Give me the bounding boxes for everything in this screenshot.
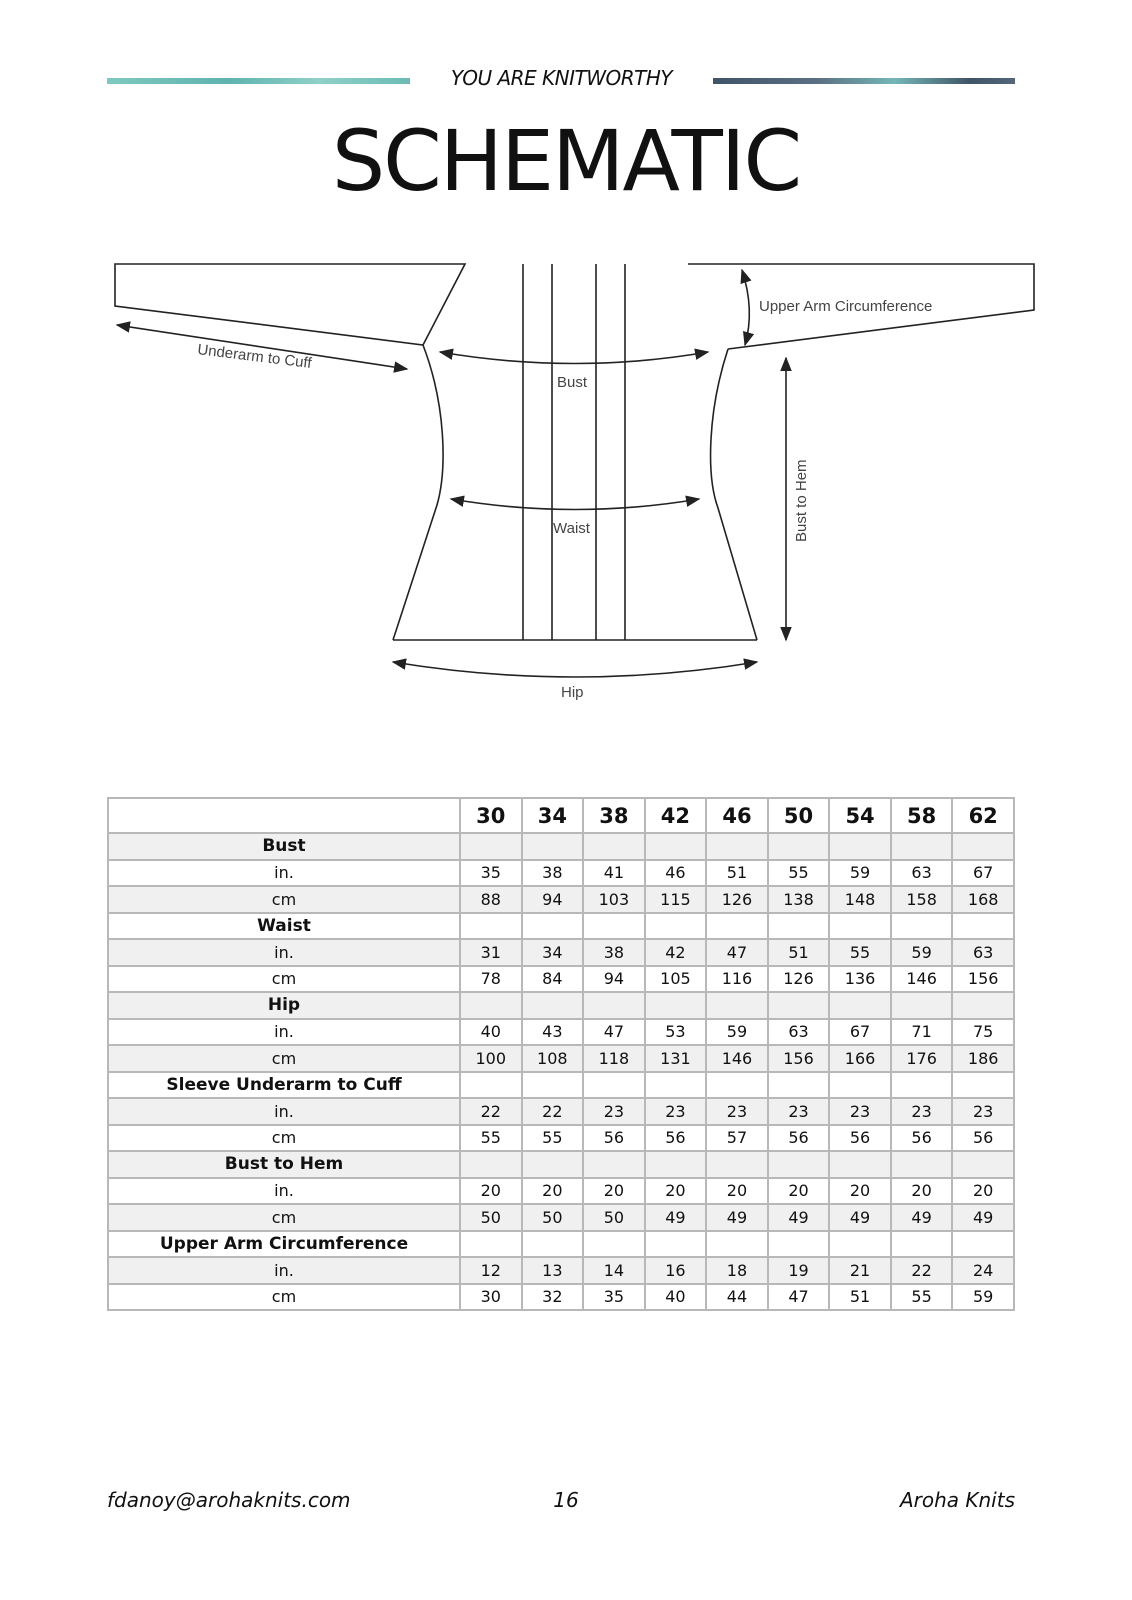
value-cell: 56 [645, 1125, 707, 1152]
value-cell: 59 [829, 860, 891, 887]
empty-cell [706, 1072, 768, 1099]
value-cell: 103 [583, 886, 645, 913]
value-cell: 19 [768, 1257, 830, 1284]
value-cell: 21 [829, 1257, 891, 1284]
page-title: SCHEMATIC [331, 112, 801, 210]
value-cell: 46 [645, 860, 707, 887]
value-cell: 18 [706, 1257, 768, 1284]
size-table [107, 797, 1015, 1311]
value-cell: 20 [768, 1178, 830, 1205]
empty-cell [891, 833, 953, 860]
empty-cell [768, 1072, 830, 1099]
value-cell: 20 [952, 1178, 1014, 1205]
empty-cell [522, 1231, 584, 1258]
value-cell: 146 [706, 1045, 768, 1072]
value-cell: 53 [645, 1019, 707, 1046]
value-cell: 42 [645, 939, 707, 966]
header-title: YOU ARE KNITWORTHY [450, 66, 673, 90]
value-cell: 22 [460, 1098, 522, 1125]
body-right-edge [711, 349, 757, 640]
section-label: Bust [108, 833, 460, 860]
value-cell: 23 [768, 1098, 830, 1125]
value-cell: 59 [706, 1019, 768, 1046]
empty-cell [583, 913, 645, 940]
size-header-cell: 62 [952, 798, 1014, 833]
section-row [108, 1072, 1014, 1099]
empty-cell [706, 1231, 768, 1258]
value-cell: 30 [460, 1284, 522, 1311]
empty-cell [829, 1072, 891, 1099]
unit-label: in. [108, 860, 460, 887]
value-cell: 38 [583, 939, 645, 966]
value-cell: 67 [952, 860, 1014, 887]
value-cell: 20 [645, 1178, 707, 1205]
size-header-cell: 46 [706, 798, 768, 833]
value-cell: 148 [829, 886, 891, 913]
value-cell: 56 [583, 1125, 645, 1152]
value-cell: 126 [706, 886, 768, 913]
empty-cell [522, 1072, 584, 1099]
value-cell: 20 [583, 1178, 645, 1205]
value-cell: 49 [706, 1204, 768, 1231]
measurement-row [108, 1284, 1014, 1311]
empty-cell [522, 992, 584, 1019]
value-cell: 50 [583, 1204, 645, 1231]
measurement-row [108, 1257, 1014, 1284]
unit-label: cm [108, 886, 460, 913]
value-cell: 49 [768, 1204, 830, 1231]
measurement-row [108, 966, 1014, 993]
value-cell: 44 [706, 1284, 768, 1311]
value-cell: 43 [522, 1019, 584, 1046]
value-cell: 56 [768, 1125, 830, 1152]
value-cell: 59 [891, 939, 953, 966]
value-cell: 55 [829, 939, 891, 966]
empty-cell [768, 913, 830, 940]
unit-label: in. [108, 939, 460, 966]
value-cell: 13 [522, 1257, 584, 1284]
unit-label: in. [108, 1257, 460, 1284]
section-label: Sleeve Underarm to Cuff [108, 1072, 460, 1099]
unit-label: in. [108, 1019, 460, 1046]
empty-cell [829, 992, 891, 1019]
measurement-row [108, 886, 1014, 913]
empty-cell [891, 1231, 953, 1258]
value-cell: 63 [891, 860, 953, 887]
measurement-row [108, 1204, 1014, 1231]
value-cell: 55 [891, 1284, 953, 1311]
value-cell: 118 [583, 1045, 645, 1072]
value-cell: 47 [768, 1284, 830, 1311]
empty-cell [645, 913, 707, 940]
empty-cell [829, 1231, 891, 1258]
value-cell: 105 [645, 966, 707, 993]
section-row [108, 992, 1014, 1019]
value-cell: 63 [952, 939, 1014, 966]
empty-cell [645, 992, 707, 1019]
empty-cell [645, 833, 707, 860]
empty-cell [460, 913, 522, 940]
empty-cell [583, 1151, 645, 1178]
value-cell: 94 [522, 886, 584, 913]
empty-cell [768, 992, 830, 1019]
value-cell: 20 [522, 1178, 584, 1205]
value-cell: 55 [768, 860, 830, 887]
size-header-cell: 58 [891, 798, 953, 833]
empty-cell [829, 1151, 891, 1178]
empty-cell [768, 833, 830, 860]
value-cell: 12 [460, 1257, 522, 1284]
value-cell: 67 [829, 1019, 891, 1046]
empty-cell [952, 1151, 1014, 1178]
measurement-row [108, 1019, 1014, 1046]
value-cell: 63 [768, 1019, 830, 1046]
value-cell: 186 [952, 1045, 1014, 1072]
empty-cell [460, 992, 522, 1019]
value-cell: 55 [460, 1125, 522, 1152]
bust-measure [440, 352, 708, 364]
value-cell: 78 [460, 966, 522, 993]
empty-cell [522, 833, 584, 860]
value-cell: 108 [522, 1045, 584, 1072]
value-cell: 23 [706, 1098, 768, 1125]
empty-cell [460, 1151, 522, 1178]
value-cell: 20 [891, 1178, 953, 1205]
measurement-row [108, 1098, 1014, 1125]
value-cell: 23 [952, 1098, 1014, 1125]
empty-cell [583, 1072, 645, 1099]
value-cell: 146 [891, 966, 953, 993]
value-cell: 55 [522, 1125, 584, 1152]
value-cell: 23 [891, 1098, 953, 1125]
value-cell: 34 [522, 939, 584, 966]
value-cell: 32 [522, 1284, 584, 1311]
value-cell: 49 [952, 1204, 1014, 1231]
value-cell: 168 [952, 886, 1014, 913]
underarm-label: Underarm to Cuff [196, 341, 313, 372]
empty-cell [460, 1231, 522, 1258]
value-cell: 51 [768, 939, 830, 966]
page-number: 16 [553, 1488, 579, 1512]
value-cell: 47 [583, 1019, 645, 1046]
value-cell: 94 [583, 966, 645, 993]
bust-label: Bust [557, 374, 588, 391]
value-cell: 35 [460, 860, 522, 887]
value-cell: 23 [583, 1098, 645, 1125]
value-cell: 51 [829, 1284, 891, 1311]
empty-cell [706, 992, 768, 1019]
size-table-body [108, 833, 1014, 1310]
empty-cell [768, 1151, 830, 1178]
value-cell: 22 [522, 1098, 584, 1125]
corner-cell [108, 798, 460, 833]
hip-label: Hip [561, 684, 584, 701]
empty-cell [583, 992, 645, 1019]
value-cell: 20 [829, 1178, 891, 1205]
empty-cell [583, 833, 645, 860]
bust-to-hem-label: Bust to Hem [793, 459, 810, 542]
value-cell: 126 [768, 966, 830, 993]
size-header-cell: 34 [522, 798, 584, 833]
measurement-row [108, 860, 1014, 887]
value-cell: 158 [891, 886, 953, 913]
value-cell: 56 [952, 1125, 1014, 1152]
section-row [108, 1231, 1014, 1258]
value-cell: 23 [645, 1098, 707, 1125]
value-cell: 40 [645, 1284, 707, 1311]
empty-cell [522, 913, 584, 940]
value-cell: 23 [829, 1098, 891, 1125]
value-cell: 115 [645, 886, 707, 913]
measurement-row [108, 1045, 1014, 1072]
empty-cell [891, 992, 953, 1019]
value-cell: 136 [829, 966, 891, 993]
section-row [108, 833, 1014, 860]
empty-cell [768, 1231, 830, 1258]
empty-cell [952, 992, 1014, 1019]
empty-cell [645, 1151, 707, 1178]
empty-cell [460, 833, 522, 860]
empty-cell [522, 1151, 584, 1178]
unit-label: cm [108, 1204, 460, 1231]
value-cell: 166 [829, 1045, 891, 1072]
value-cell: 50 [460, 1204, 522, 1231]
empty-cell [645, 1231, 707, 1258]
value-cell: 56 [829, 1125, 891, 1152]
unit-label: cm [108, 966, 460, 993]
footer-email: fdanoy@arohaknits.com [107, 1488, 351, 1512]
value-cell: 131 [645, 1045, 707, 1072]
value-cell: 14 [583, 1257, 645, 1284]
value-cell: 50 [522, 1204, 584, 1231]
waist-label: Waist [553, 520, 590, 537]
unit-label: in. [108, 1178, 460, 1205]
hip-measure [393, 662, 757, 677]
value-cell: 22 [891, 1257, 953, 1284]
empty-cell [645, 1072, 707, 1099]
value-cell: 176 [891, 1045, 953, 1072]
empty-cell [706, 833, 768, 860]
measurement-row [108, 1125, 1014, 1152]
footer-brand: Aroha Knits [899, 1488, 1015, 1512]
garment-schematic [0, 0, 1132, 740]
empty-cell [460, 1072, 522, 1099]
section-row [108, 1151, 1014, 1178]
measurement-row [108, 939, 1014, 966]
section-label: Upper Arm Circumference [108, 1231, 460, 1258]
value-cell: 47 [706, 939, 768, 966]
size-header-cell: 54 [829, 798, 891, 833]
empty-cell [891, 1151, 953, 1178]
size-header-cell: 42 [645, 798, 707, 833]
empty-cell [952, 833, 1014, 860]
value-cell: 156 [952, 966, 1014, 993]
empty-cell [952, 913, 1014, 940]
body-left-edge [393, 345, 443, 640]
value-cell: 35 [583, 1284, 645, 1311]
unit-label: cm [108, 1284, 460, 1311]
value-cell: 20 [460, 1178, 522, 1205]
value-cell: 116 [706, 966, 768, 993]
section-label: Bust to Hem [108, 1151, 460, 1178]
empty-cell [829, 833, 891, 860]
value-cell: 49 [829, 1204, 891, 1231]
value-cell: 59 [952, 1284, 1014, 1311]
value-cell: 57 [706, 1125, 768, 1152]
value-cell: 20 [706, 1178, 768, 1205]
value-cell: 88 [460, 886, 522, 913]
value-cell: 84 [522, 966, 584, 993]
size-header-cell: 30 [460, 798, 522, 833]
section-label: Waist [108, 913, 460, 940]
value-cell: 40 [460, 1019, 522, 1046]
empty-cell [952, 1231, 1014, 1258]
value-cell: 24 [952, 1257, 1014, 1284]
empty-cell [706, 1151, 768, 1178]
empty-cell [952, 1072, 1014, 1099]
size-header-row [108, 798, 1014, 833]
measurement-row [108, 1178, 1014, 1205]
unit-label: in. [108, 1098, 460, 1125]
value-cell: 38 [522, 860, 584, 887]
value-cell: 156 [768, 1045, 830, 1072]
value-cell: 138 [768, 886, 830, 913]
value-cell: 49 [645, 1204, 707, 1231]
unit-label: cm [108, 1125, 460, 1152]
unit-label: cm [108, 1045, 460, 1072]
waist-measure [451, 499, 699, 510]
empty-cell [891, 913, 953, 940]
value-cell: 75 [952, 1019, 1014, 1046]
upper-arm-measure [742, 270, 749, 345]
value-cell: 51 [706, 860, 768, 887]
upper-arm-label: Upper Arm Circumference [759, 298, 933, 315]
value-cell: 56 [891, 1125, 953, 1152]
empty-cell [891, 1072, 953, 1099]
section-label: Hip [108, 992, 460, 1019]
value-cell: 31 [460, 939, 522, 966]
empty-cell [829, 913, 891, 940]
size-header-cell: 50 [768, 798, 830, 833]
empty-cell [583, 1231, 645, 1258]
value-cell: 49 [891, 1204, 953, 1231]
value-cell: 16 [645, 1257, 707, 1284]
empty-cell [706, 913, 768, 940]
size-header-cell: 38 [583, 798, 645, 833]
value-cell: 100 [460, 1045, 522, 1072]
value-cell: 71 [891, 1019, 953, 1046]
value-cell: 41 [583, 860, 645, 887]
section-row [108, 913, 1014, 940]
